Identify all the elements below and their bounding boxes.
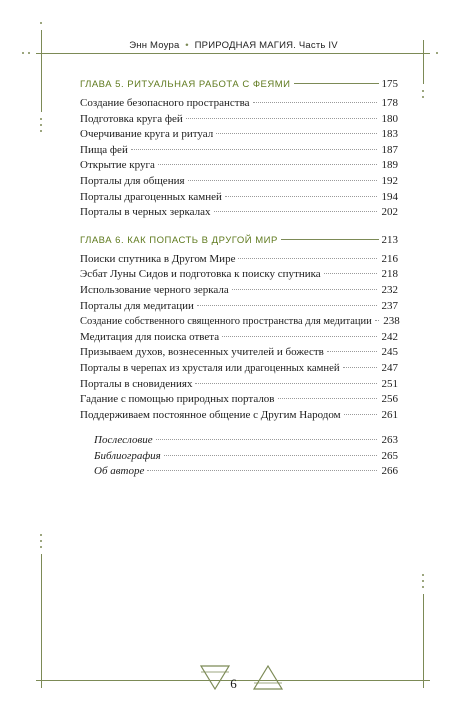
- leader-dots: [222, 336, 377, 337]
- toc-entry[interactable]: [80, 128, 398, 144]
- chapter-heading[interactable]: [80, 234, 398, 250]
- toc-entry[interactable]: [80, 362, 398, 378]
- entry-title: Эсбат Луны Сидов и подготовка к поиску спутника: [80, 268, 321, 281]
- chapter-title: ГЛАВА 5. РИТУАЛЬНАЯ РАБОТА С ФЕЯМИ: [80, 79, 291, 90]
- entry-page: 216: [381, 252, 398, 265]
- frame-dot: [422, 96, 424, 98]
- toc-entry[interactable]: [80, 315, 398, 331]
- entry-title: Порталы в черных зеркалах: [80, 206, 211, 219]
- entry-title: Создание безопасного пространства: [80, 97, 250, 109]
- entry-page: 261: [381, 408, 398, 421]
- toc-entry[interactable]: [80, 253, 398, 269]
- back-matter: [80, 434, 398, 481]
- author-name: Энн Моура: [129, 40, 180, 51]
- frame-dot: [422, 586, 424, 588]
- leader-dots: [164, 455, 377, 456]
- toc-entry[interactable]: [80, 97, 398, 113]
- frame-dot: [40, 22, 42, 24]
- toc-entry[interactable]: [80, 268, 398, 284]
- entry-page: 218: [381, 268, 398, 281]
- leader-dots: [343, 367, 377, 368]
- entry-title: Пища фей: [80, 143, 128, 156]
- entry-page: 265: [381, 449, 398, 462]
- leader-dots: [188, 180, 377, 181]
- entry-title: Открытие круга: [80, 159, 155, 172]
- toc-entry[interactable]: [80, 284, 398, 300]
- entry-page: 242: [381, 330, 398, 343]
- leader-dots: [375, 320, 379, 321]
- toc-entry[interactable]: [80, 113, 398, 129]
- section-gap: [80, 222, 398, 234]
- entry-title: Использование черного зеркала: [80, 283, 229, 296]
- leader-dots: [158, 164, 377, 165]
- frame-dot: [422, 574, 424, 576]
- leader-dots: [238, 258, 377, 259]
- chapter-heading[interactable]: [80, 78, 398, 94]
- frame-dot: [40, 534, 42, 536]
- leader-dots: [344, 414, 377, 415]
- entry-page: 202: [381, 206, 398, 219]
- entry-title: Порталы для медитации: [80, 299, 194, 312]
- frame-dot: [422, 580, 424, 582]
- leader-line: [281, 239, 379, 240]
- leader-dots: [225, 196, 377, 197]
- toc-entry[interactable]: [80, 144, 398, 160]
- entry-page: 194: [381, 190, 398, 203]
- entry-title: Поиски спутника в Другом Мире: [80, 252, 236, 265]
- frame-dot: [40, 540, 42, 542]
- frame-top-rule: [36, 53, 430, 54]
- entry-page: 263: [381, 434, 398, 447]
- frame-dot: [40, 118, 42, 120]
- leader-dots: [278, 398, 377, 399]
- entry-page: 187: [381, 143, 398, 156]
- table-of-contents: [80, 78, 398, 481]
- entry-page: 192: [381, 174, 398, 187]
- entry-title: Порталы в черепах из хрусталя или драгоценных камней: [80, 361, 340, 374]
- leader-dots: [186, 118, 377, 119]
- leader-dots: [216, 133, 377, 134]
- entry-page: 232: [381, 283, 398, 296]
- entry-title: Порталы драгоценных камней: [80, 190, 222, 203]
- entry-page: 238: [383, 315, 400, 328]
- leader-dots: [195, 383, 377, 384]
- frame-dot: [22, 52, 24, 54]
- running-head: [0, 40, 467, 51]
- frame-dot: [28, 52, 30, 54]
- leader-dots: [131, 149, 377, 150]
- entry-title: Библиография: [94, 449, 161, 462]
- book-title: ПРИРОДНАЯ МАГИЯ. Часть IV: [194, 40, 338, 51]
- toc-entry[interactable]: [80, 434, 398, 450]
- separator-bullet: •: [185, 40, 189, 51]
- entry-title: Призываем духов, вознесенных учителей и божеств: [80, 346, 324, 359]
- entry-title: Порталы для общения: [80, 174, 185, 187]
- toc-entry[interactable]: [80, 378, 398, 394]
- entry-page: 247: [381, 361, 398, 374]
- chapter-page: 213: [381, 233, 398, 246]
- leader-dots: [327, 351, 377, 352]
- frame-dot: [40, 124, 42, 126]
- frame-dot: [436, 52, 438, 54]
- entry-page: 251: [381, 377, 398, 390]
- chapter-page: 175: [381, 78, 398, 90]
- leader-line: [294, 83, 379, 84]
- leader-dots: [197, 305, 377, 306]
- toc-entry[interactable]: [80, 159, 398, 175]
- toc-entry[interactable]: [80, 331, 398, 347]
- toc-entry[interactable]: [80, 206, 398, 222]
- leader-dots: [253, 102, 377, 103]
- toc-entry[interactable]: [80, 191, 398, 207]
- entry-title: Поддерживаем постоянное общение с Другим Народом: [80, 408, 341, 421]
- entry-page: 189: [381, 159, 398, 172]
- entry-page: 180: [381, 112, 398, 125]
- entry-page: 237: [381, 299, 398, 312]
- entry-title: Гадание с помощью природных порталов: [80, 393, 275, 406]
- entry-title: Очерчивание круга и ритуал: [80, 128, 214, 141]
- entry-title: Подготовка круга фей: [80, 112, 183, 125]
- leader-dots: [147, 470, 377, 471]
- toc-entry[interactable]: [80, 175, 398, 191]
- entry-page: 183: [381, 128, 398, 141]
- leader-dots: [324, 273, 377, 274]
- frame-dot: [422, 90, 424, 92]
- chapter-title: ГЛАВА 6. КАК ПОПАСТЬ В ДРУГОЙ МИР: [80, 234, 278, 246]
- section-gap: [80, 424, 398, 434]
- toc-entry[interactable]: [80, 346, 398, 362]
- frame-dot: [40, 546, 42, 548]
- toc-entry[interactable]: [80, 393, 398, 409]
- entry-page: 178: [381, 97, 398, 109]
- entry-title: Медитация для поиска ответа: [80, 330, 220, 343]
- entry-page: 266: [381, 465, 398, 478]
- entry-title: Порталы в сновидениях: [80, 377, 193, 390]
- page-number: 6: [230, 676, 237, 691]
- entry-title: Создание собственного священного пространства для медитации: [80, 316, 372, 328]
- toc-entry[interactable]: [80, 300, 398, 316]
- entry-page: 245: [381, 346, 398, 359]
- entry-title: Об авторе: [94, 465, 145, 478]
- leader-dots: [232, 289, 377, 290]
- toc-entry[interactable]: [80, 450, 398, 466]
- leader-dots: [214, 211, 378, 212]
- toc-entry[interactable]: [80, 409, 398, 425]
- toc-entry[interactable]: [80, 465, 398, 481]
- frame-dot: [40, 130, 42, 132]
- leader-dots: [156, 439, 377, 440]
- entry-page: 256: [381, 393, 398, 406]
- entry-title: Послесловие: [94, 434, 153, 447]
